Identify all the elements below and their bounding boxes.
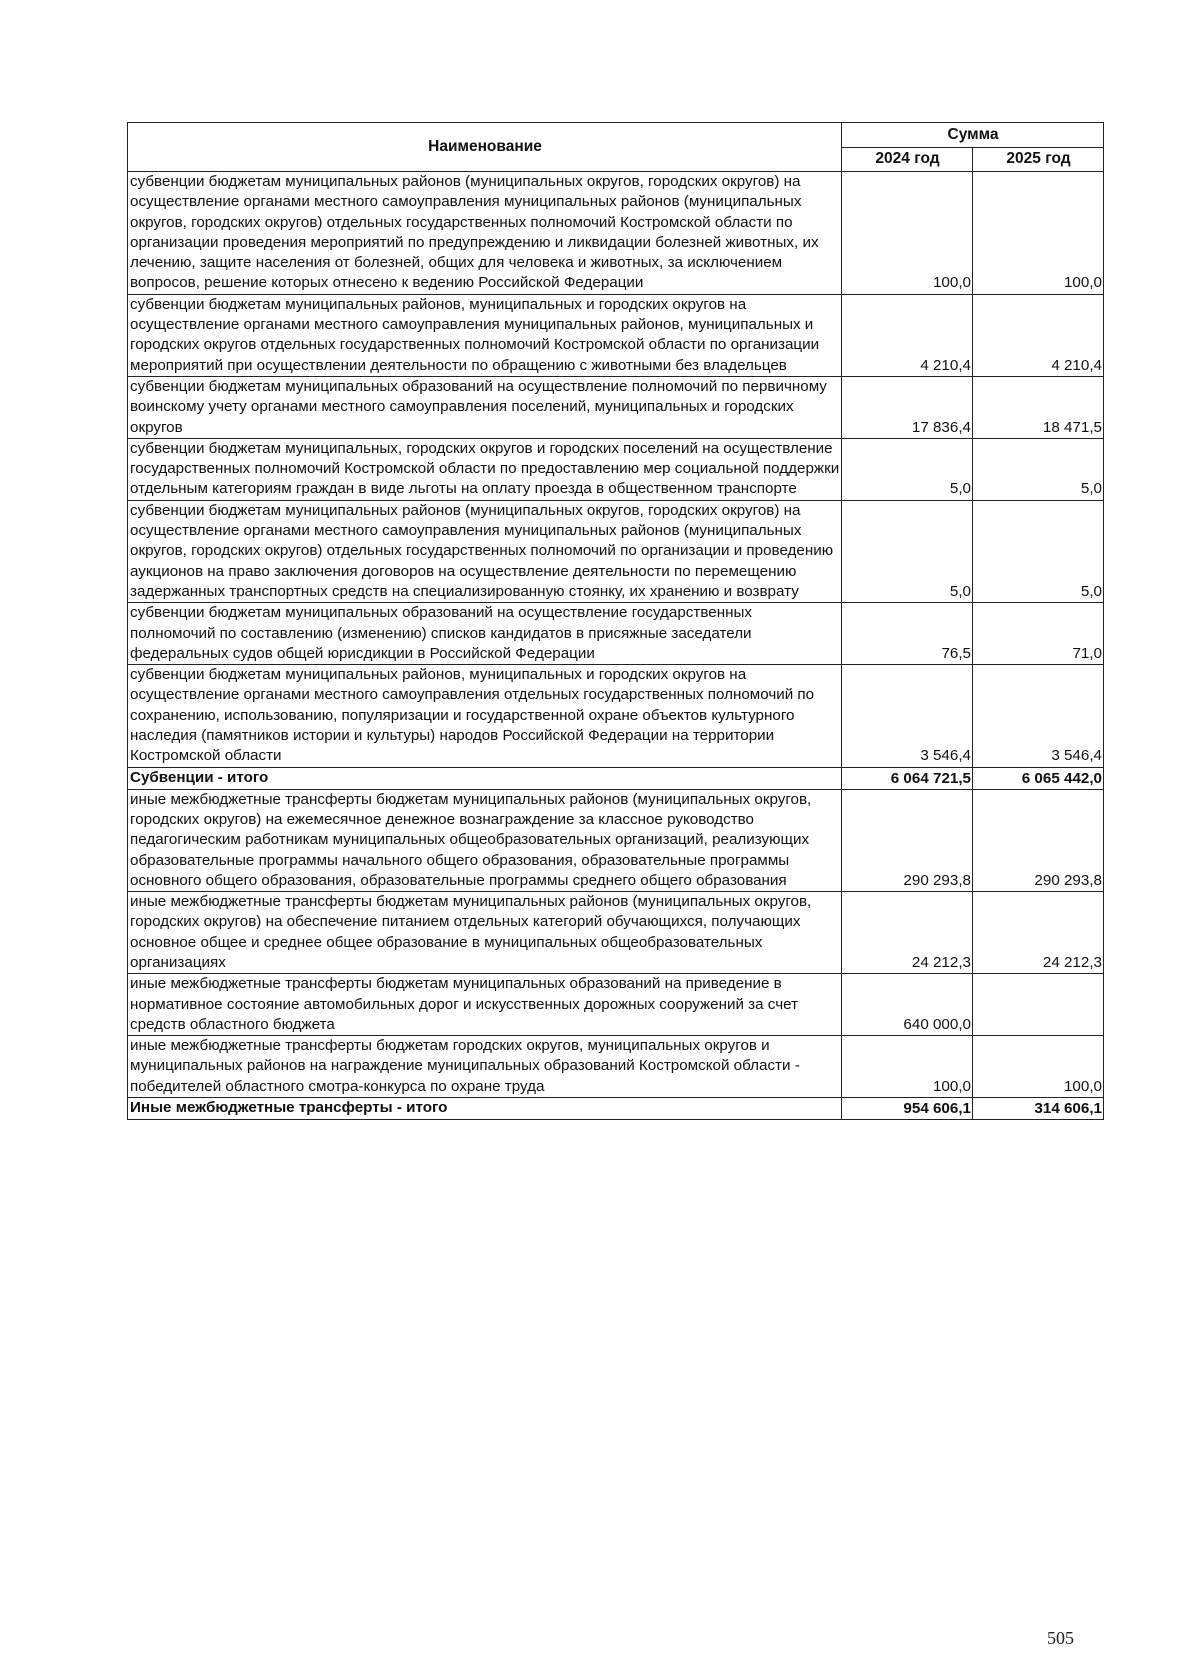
row-value-2025: 18 471,5 (973, 376, 1104, 438)
row-value-2025: 71,0 (973, 603, 1104, 665)
row-value-2025: 314 606,1 (973, 1098, 1104, 1120)
row-value-2025: 3 546,4 (973, 665, 1104, 767)
row-value-2025: 100,0 (973, 1036, 1104, 1098)
row-value-2024: 100,0 (842, 1036, 973, 1098)
row-value-2025: 5,0 (973, 500, 1104, 602)
row-value-2024: 3 546,4 (842, 665, 973, 767)
row-value-2024: 24 212,3 (842, 892, 973, 974)
table-body (128, 172, 1104, 1120)
row-value-2024: 5,0 (842, 438, 973, 500)
row-value-2024: 4 210,4 (842, 294, 973, 376)
row-name-cell: иные межбюджетные трансферты бюджетам городских округов, муниципальных округов и муниципальных районов на награждение муниципальных образований Костромской области - победителей областного смотра-конкурса по охране труда (128, 1036, 842, 1098)
table-row (128, 500, 1104, 602)
row-name-cell: субвенции бюджетам муниципальных районов, муниципальных и городских округов на осуществление органами местного самоуправления муниципальных районов, муниципальных и городских округов отдельных государственных полномочий Костромской области по организации мероприятий при осуществлении деятельности по обращению с животными без владельцев (128, 294, 842, 376)
row-value-2025: 100,0 (973, 172, 1104, 295)
table-row (128, 1036, 1104, 1098)
row-value-2024: 17 836,4 (842, 376, 973, 438)
budget-table (127, 122, 1104, 1120)
row-value-2024: 100,0 (842, 172, 973, 295)
table-header (128, 123, 1104, 172)
row-value-2024: 5,0 (842, 500, 973, 602)
table-row (128, 438, 1104, 500)
header-year-2025: 2025 год (973, 147, 1104, 172)
row-name-cell: субвенции бюджетам муниципальных, городских округов и городских поселений на осуществление государственных полномочий Костромской области по предоставлению мер социальной поддержки отдельным категориям граждан в виде льготы на оплату проезда в общественном транспорте (128, 438, 842, 500)
row-value-2025: 5,0 (973, 438, 1104, 500)
row-name-cell: Иные межбюджетные трансферты - итого (128, 1098, 842, 1120)
row-value-2024: 76,5 (842, 603, 973, 665)
table-row (128, 974, 1104, 1036)
total-row (128, 767, 1104, 789)
row-value-2024: 640 000,0 (842, 974, 973, 1036)
table-row (128, 376, 1104, 438)
table-row (128, 665, 1104, 767)
row-name-cell: субвенции бюджетам муниципальных образований на осуществление полномочий по первичному воинскому учету органами местного самоуправления поселений, муниципальных и городских округов (128, 376, 842, 438)
row-name-cell: субвенции бюджетам муниципальных районов (муниципальных округов, городских округов) на осуществление органами местного самоуправления муниципальных районов (муниципальных округов, городских округов) отдельных государственных полномочий Костромской области по организации проведения мероприятий по предупреждению и ликвидации болезней животных, их лечению, защите населения от болезней, общих для человека и животных, за исключением вопросов, решение которых отнесено к ведению Российской Федерации (128, 172, 842, 295)
table-row (128, 603, 1104, 665)
table-row (128, 789, 1104, 891)
total-row (128, 1098, 1104, 1120)
row-name-cell: иные межбюджетные трансферты бюджетам муниципальных районов (муниципальных округов, городских округов) на обеспечение питанием отдельных категорий обучающихся, получающих основное общее и среднее общее образование в муниципальных общеобразовательных организациях (128, 892, 842, 974)
table-row (128, 294, 1104, 376)
row-name-cell: иные межбюджетные трансферты бюджетам муниципальных образований на приведение в нормативное состояние автомобильных дорог и искусственных дорожных сооружений за счет средств областного бюджета (128, 974, 842, 1036)
row-value-2024: 6 064 721,5 (842, 767, 973, 789)
row-value-2024: 290 293,8 (842, 789, 973, 891)
row-value-2024: 954 606,1 (842, 1098, 973, 1120)
table-row (128, 172, 1104, 295)
row-name-cell: иные межбюджетные трансферты бюджетам муниципальных районов (муниципальных округов, городских округов) на ежемесячное денежное вознаграждение за классное руководство педагогическим работникам муниципальных общеобразовательных организаций, реализующих образовательные программы начального общего образования, образовательные программы основного общего образования, образовательные программы среднего общего образования (128, 789, 842, 891)
budget-table-page (127, 122, 1103, 1120)
page-number: 505 (1047, 1628, 1074, 1648)
row-name-cell: субвенции бюджетам муниципальных районов (муниципальных округов, городских округов) на осуществление органами местного самоуправления муниципальных районов (муниципальных округов, городских округов) отдельных государственных полномочий по организации и проведению аукционов на право заключения договоров на осуществление деятельности по перемещению задержанных транспортных средств на специализированную стоянку, их хранению и возврату (128, 500, 842, 602)
row-value-2025: 4 210,4 (973, 294, 1104, 376)
header-year-2024: 2024 год (842, 147, 973, 172)
row-name-cell: Субвенции - итого (128, 767, 842, 789)
row-name-cell: субвенции бюджетам муниципальных образований на осуществление государственных полномочий по составлению (изменению) списков кандидатов в присяжные заседатели федеральных судов общей юрисдикции в Российской Федерации (128, 603, 842, 665)
header-name: Наименование (128, 123, 842, 172)
row-value-2025 (973, 974, 1104, 1036)
header-sum: Сумма (842, 123, 1104, 148)
row-value-2025: 290 293,8 (973, 789, 1104, 891)
row-value-2025: 24 212,3 (973, 892, 1104, 974)
row-name-cell: субвенции бюджетам муниципальных районов, муниципальных и городских округов на осуществление органами местного самоуправления отдельных государственных полномочий по сохранению, использованию, популяризации и государственной охране объектов культурного наследия (памятников истории и культуры) народов Российской Федерации на территории Костромской области (128, 665, 842, 767)
table-row (128, 892, 1104, 974)
row-value-2025: 6 065 442,0 (973, 767, 1104, 789)
